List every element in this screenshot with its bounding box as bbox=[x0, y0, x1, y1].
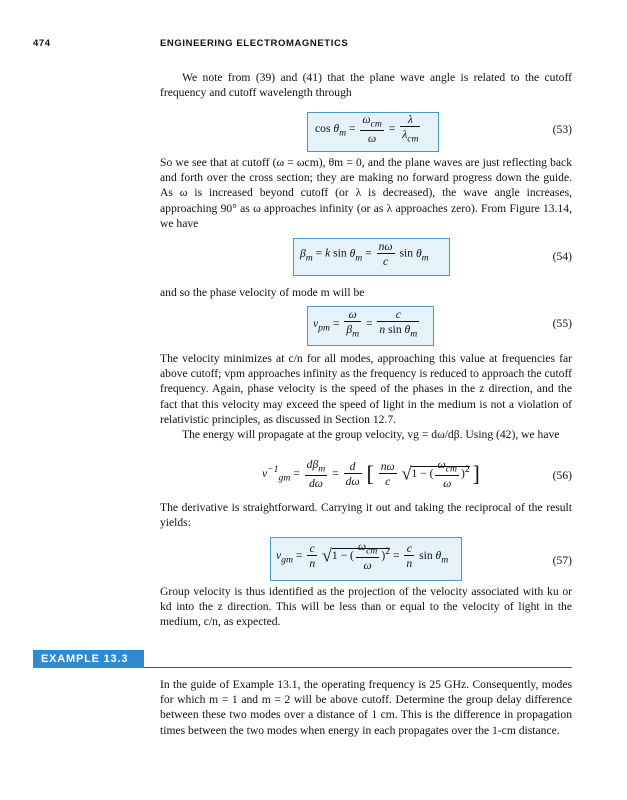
paragraph-1: We note from (39) and (41) that the plane wave angle is related to the cutoff frequency and cutoff wavelength through bbox=[160, 71, 572, 100]
example-label: EXAMPLE 13.3 bbox=[41, 653, 129, 665]
paragraph-2: So we see that at cutoff (ω = ωcm), θm = 0, and the plane waves are just reflecting back and forth over the cross section; they are making no forward progress down the guide. As ω is increased beyond cutoff (or λ is decreased), the wave angle increases, approaching 90° as ω approaches infinity (or as λ approaches zero). From Figure 13.14, we have bbox=[160, 156, 572, 230]
equation-55: $v_{pm}$ = $\frac{\omega}{\beta_m}$ = $\frac{c}{n \sin \theta_m}$ bbox=[313, 308, 418, 340]
running-header bbox=[0, 38, 627, 54]
paragraph-3: and so the phase velocity of mode m will be bbox=[160, 286, 365, 299]
page-number: 474 bbox=[33, 38, 51, 49]
equation-54: $\beta_m = k$ $\sin \theta_m$ = $\frac{n\omega}{c}$ $\sin \theta_m$ bbox=[300, 240, 429, 268]
running-title: ENGINEERING ELECTROMAGNETICS bbox=[160, 38, 349, 49]
equation-56-number: (56) bbox=[552, 469, 572, 482]
equation-55-number: (55) bbox=[552, 317, 572, 330]
equation-53: $\cos \theta_m$ = $\frac{\omega_{cm}}{\omega}$ = $\frac{\lambda}{\lambda_{cm}}$ bbox=[315, 113, 419, 146]
example-label-bar bbox=[33, 650, 144, 668]
equation-56: $v^{-1}_{gm}$ = $\frac{d\beta_m}{d\omega}$ = $\frac{d}{d\omega}$ [ $\frac{n\omega}{c}$ √1 − ( $\frac{\omega_{cm}}{\omega}$ )$^2$ ] bbox=[262, 458, 480, 491]
equation-53-number: (53) bbox=[552, 123, 572, 136]
paragraph-7: Group velocity is thus identified as the projection of the velocity associated with ku or kd into the z direction. This will be less than or equal to the velocity of light in the medium, c/n, as expected. bbox=[160, 585, 572, 629]
equation-54-number: (54) bbox=[552, 250, 572, 263]
paragraph-5: The energy will propagate at the group velocity, vg = dω/dβ. Using (42), we have bbox=[182, 428, 560, 441]
paragraph-4: The velocity minimizes at c/n for all modes, approaching this value at frequencies far above cutoff; vpm approaches infinity as the frequency is reduced to approach the cutoff frequency. Again, phase velocity is the speed of the phases in the z direction, and the fact that this velocity may exceed the speed of light in the medium is not a violation of relativistic principles, as discussed in Section 12.7. bbox=[160, 352, 572, 426]
example-text: In the guide of Example 13.1, the operating frequency is 25 GHz. Consequently, modes for which m = 1 and m = 2 will be above cutoff. Determine the group delay difference between these two modes over a distance of 1 cm. This is the difference in propagation times between the two modes when energy in each propagates over the 1-cm distance. bbox=[160, 678, 572, 737]
example-rule bbox=[144, 667, 572, 668]
equation-57: $v_{gm}$ = $\frac{c}{n}$ √1 − ( $\frac{\omega_{cm}}{\omega}$ )$^2$ = $\frac{c}{n}$ $\sin \theta_m$ bbox=[276, 540, 449, 573]
paragraph-6: The derivative is straightforward. Carrying it out and taking the reciprocal of the result yields: bbox=[160, 501, 572, 530]
equation-57-number: (57) bbox=[552, 554, 572, 567]
